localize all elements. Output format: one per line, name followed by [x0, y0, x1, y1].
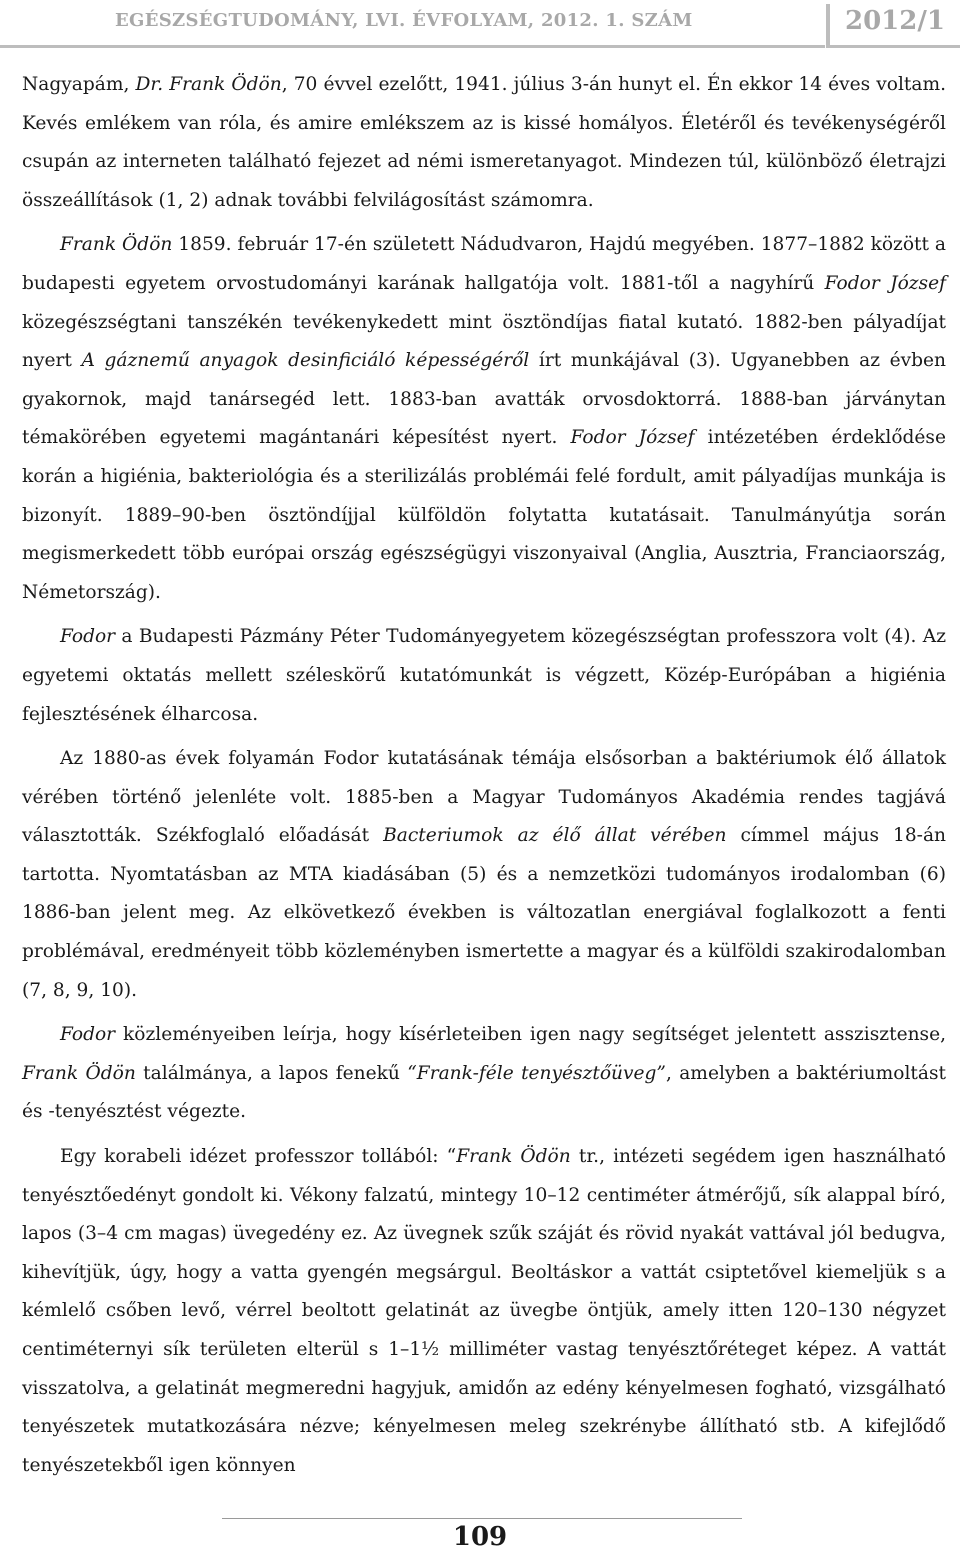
italic-run: Fodor — [60, 1024, 116, 1046]
text-run: , 70 évvel ezelőtt, 1941. július 3-án hunyt el. Én ekkor 14 éves voltam. Kevés emlékem van róla, és amire emlékszem az is kissé homályos. Életéről és tevékenységéről csupán az interneten található fejezet ad némi ismeretanyagot. Mindezen túl, különböző életrajzi összeállítások (1, 2) adnak további felvilágosítást számomra. — [22, 74, 946, 211]
footer-rule — [222, 1518, 742, 1519]
header-title-band — [0, 0, 825, 48]
journal-title: EGÉSZSÉGTUDOMÁNY, LVI. ÉVFOLYAM, 2012. 1. SZÁM — [115, 10, 693, 31]
page-number: 109 — [452, 1522, 508, 1552]
text-run: , amelyben a baktériumoltást és -tenyésztést végezte. — [22, 1062, 946, 1123]
text-run: a Budapesti Pázmány Péter Tudományegyetem közegészségtan professzora volt (4). Az egyetemi oktatás mellett széleskörű kutatómunkát is végzett, Közép-Európában a higiénia fejlesztésének élharcosa. — [22, 626, 946, 725]
italic-run: Fodor József — [824, 272, 946, 294]
italic-run: Fodor — [60, 626, 116, 648]
header-issue-band — [830, 0, 960, 48]
text-run: Az 1880-as évek folyamán Fodor kutatásának témája elsősorban a baktériumok élő állatok vérében történő jelenléte volt. 1885-ben a Magyar Tudományos Akadémia rendes tagjává választották. Székfoglaló előadását — [22, 748, 946, 847]
text-run: írt munkájával (3). Ugyanebben az évben gyakornok, majd tanársegéd lett. 1883-ban avatták orvosdoktorrá. 1888-ban járványtan témakörében egyetemi magántanári képesítést nyert. — [22, 350, 946, 449]
italic-run: Frank Ödön — [456, 1146, 571, 1168]
paragraph — [22, 226, 946, 612]
article-body — [22, 66, 946, 1491]
italic-run: Dr. Frank Ödön — [135, 74, 282, 95]
page-header — [0, 0, 960, 50]
text-run: közleményeiben leírja, hogy kísérleteiben igen nagy segítséget jelentett asszisztense, — [115, 1024, 946, 1046]
text-run: címmel május 18-án tartotta. Nyomtatásban az MTA kiadásában (5) és a nemzetközi tudományos irodalomban (6) 1886-ban jelent meg. Az elkövetkező években is változatlan energiával foglalkozott a fenti problémával, eredményeit több közleményben ismertette a magyar és a külföldi szakirodalomban (7, 8, 9, 10). — [22, 825, 947, 1001]
paragraph — [22, 1138, 946, 1485]
text-run: intézetében érdeklődése korán a higiénia, bakteriológia és a sterilizálás problémái felé fordult, amit pályadíjas munkája is bizonyít. 1889–90-ben ösztöndíjjal külföldön folytatta kutatásait. Tanulmányútja során megismerkedett több európai ország egészségügyi viszonyaival (Anglia, Ausztria, Franciaország, Németország). — [22, 427, 946, 603]
italic-run: “Frank-féle tenyésztőüveg” — [407, 1062, 666, 1084]
paragraph — [22, 618, 946, 734]
italic-run: Frank Ödön — [22, 1062, 136, 1084]
paragraph — [22, 1016, 946, 1132]
issue-label: 2012/1 — [845, 6, 945, 36]
paragraph — [22, 66, 946, 220]
italic-run: Fodor József — [570, 427, 695, 449]
italic-run: A gáznemű anyagok desinficiáló képességéről — [81, 350, 530, 372]
text-run: Nagyapám, — [22, 74, 136, 95]
italic-run: Frank Ödön — [60, 234, 173, 256]
text-run: közegészségtani tanszékén tevékenykedett mint ösztöndíjas fiatal kutató. 1882-ben pályadíjat nyert — [22, 311, 946, 372]
text-run: találmánya, a lapos fenekű — [135, 1062, 408, 1084]
text-run: tr., intézeti segédem igen használható tenyésztőedényt gondolt ki. Vékony falzatú, mintegy 10–12 centiméter átmérőjű, sík alappal bíró, lapos (3–4 cm magas) üvegedény ez. Az üvegnek szűk száját és rövid nyakát vattával jól bedugva, kihevítjük, úgy, hogy a vatta gyengén megsárgul. Beoltáskor a vattát csiptetővel kiemeljük s a kémlelő csőben levő, vérrel beoltott gelatinát az üvegbe öntjük, amely itten 120–130 négyzet centiméternyi sík területen elterül s 1–1½ milliméter vastag tenyésztőréteget képez. A vattát visszatolva, a gelatinát megmeredni hagyjuk, amidőn az edény kényelmesen fogható, vizsgálható tenyészetek mutatkozására nézve; kényelmesen meleg szekrénybe állítható stb. A kifejlődő tenyészetekből igen könnyen — [22, 1146, 946, 1476]
text-run: Egy korabeli idézet professzor tollából: “ — [60, 1146, 457, 1168]
italic-run: Bacteriumok az élő állat vérében — [383, 825, 727, 847]
text-run: 1859. február 17-én született Nádudvaron, Hajdú megyében. 1877–1882 között a budapesti egyetem orvostudományi karának hallgatója volt. 1881-től a nagyhírű — [22, 234, 947, 294]
paragraph — [22, 740, 946, 1010]
